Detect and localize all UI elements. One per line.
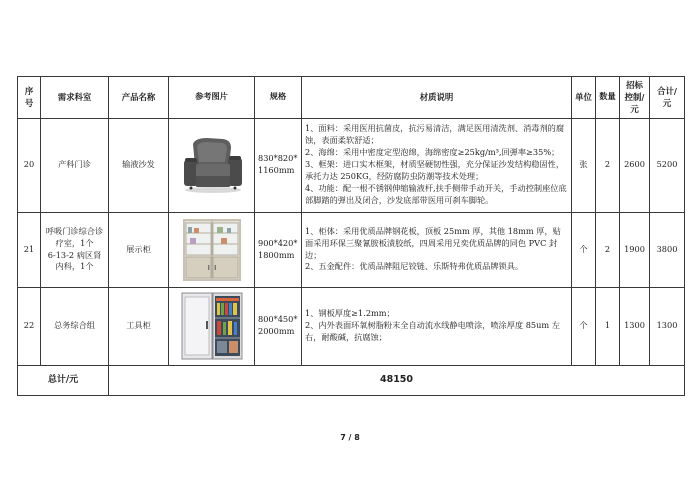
- row-department: 产科门诊: [41, 118, 109, 212]
- row-spec: 800*450*2000mm: [255, 287, 302, 365]
- material-line: 1、面料：采用医用抗菌皮，抗污易清洁，满足医用清洗剂、消毒剂的腐蚀，表面柔软舒适；: [305, 123, 565, 146]
- row-unit: 个: [572, 212, 596, 287]
- header-product: 产品名称: [109, 77, 169, 119]
- row-price: 1300: [620, 287, 650, 365]
- procurement-spec-table: [17, 76, 685, 396]
- row-subtotal: 5200: [650, 118, 685, 212]
- display-cabinet-photo-icon: [181, 218, 243, 282]
- table-row: [18, 212, 685, 287]
- header-spec: 规格: [255, 77, 302, 119]
- material-line: 4、功能：配一根不锈钢伸缩输液杆,扶手侧带手动开关，手动控制座位底部脚踏的弹出及闭合，沙发底部带医用可刹车脚轮。: [305, 182, 567, 205]
- material-line: 3、框架：进口实木框架，材质坚硬韧性强，充分保证沙发结构稳固性，承托力达 250KG，经防腐防虫防潮等技术处理；: [305, 159, 565, 181]
- spec-table-container: [17, 76, 685, 396]
- row-index: 20: [18, 118, 41, 212]
- row-image-cell: [169, 212, 255, 287]
- material-line: 2、五金配件：优质品牌阻尼铰链、乐斯特弗优质品牌锁具。: [305, 261, 524, 272]
- header-image: 参考图片: [169, 77, 255, 119]
- header-material: 材质说明: [302, 77, 572, 119]
- row-department: 总务综合组: [41, 287, 109, 365]
- row-spec: 900*420*1800mm: [255, 212, 302, 287]
- total-label: 总计/元: [18, 365, 109, 395]
- row-material: [302, 212, 572, 287]
- row-product: 工具柜: [109, 287, 169, 365]
- table-row: [18, 287, 685, 365]
- row-product: 展示柜: [109, 212, 169, 287]
- row-subtotal: 1300: [650, 287, 685, 365]
- row-unit: 张: [572, 118, 596, 212]
- material-line: 1、柜体：采用优质品牌钢花板，顶板 25mm 厚，其他 18mm 厚，贴面采用环保三聚氰胺板渍胶纸，四周采用兄奕优质品牌的同色 PVC 封边；: [305, 225, 561, 260]
- row-index: 21: [18, 212, 41, 287]
- row-image-cell: [169, 287, 255, 365]
- header-unit: 单位: [572, 77, 596, 119]
- row-unit: 个: [572, 287, 596, 365]
- row-subtotal: 3800: [650, 212, 685, 287]
- header-department: 需求科室: [41, 77, 109, 119]
- material-line: 1、钢板厚度≥1.2mm；: [305, 308, 395, 319]
- row-qty: 1: [596, 287, 620, 365]
- table-row: [18, 118, 685, 212]
- row-qty: 2: [596, 118, 620, 212]
- row-material: [302, 118, 572, 212]
- tool-cabinet-photo-icon: [179, 291, 245, 361]
- header-qty: 数量: [596, 77, 620, 119]
- header-subtotal: 合计/元: [650, 77, 685, 119]
- row-price: 2600: [620, 118, 650, 212]
- row-qty: 2: [596, 212, 620, 287]
- header-price: 招标控制/元: [620, 77, 650, 119]
- page-number: 7 / 8: [340, 433, 360, 442]
- material-line: 2、海绵：采用中密度定型泡绵，海绵密度≥25kg/m³,回弹率≥35%；: [305, 147, 560, 158]
- row-material: [302, 287, 572, 365]
- total-value: 48150: [109, 365, 685, 395]
- row-spec: 830*820*1160mm: [255, 118, 302, 212]
- sofa-photo-icon: [179, 136, 245, 194]
- row-product: 输液沙发: [109, 118, 169, 212]
- total-row: [18, 365, 685, 395]
- header-index: 序号: [18, 77, 41, 119]
- row-index: 22: [18, 287, 41, 365]
- header-row: [18, 77, 685, 119]
- row-price: 1900: [620, 212, 650, 287]
- row-department: 呼吸门诊综合诊疗室，1个 6-13-2 病区肾内科，1个: [41, 212, 109, 287]
- material-line: 2、内外表面环氧树脂粉末全自动流水线静电喷涂，喷涂厚度 85um 左右，耐酸碱，抗腐蚀；: [305, 320, 560, 342]
- row-image-cell: [169, 118, 255, 212]
